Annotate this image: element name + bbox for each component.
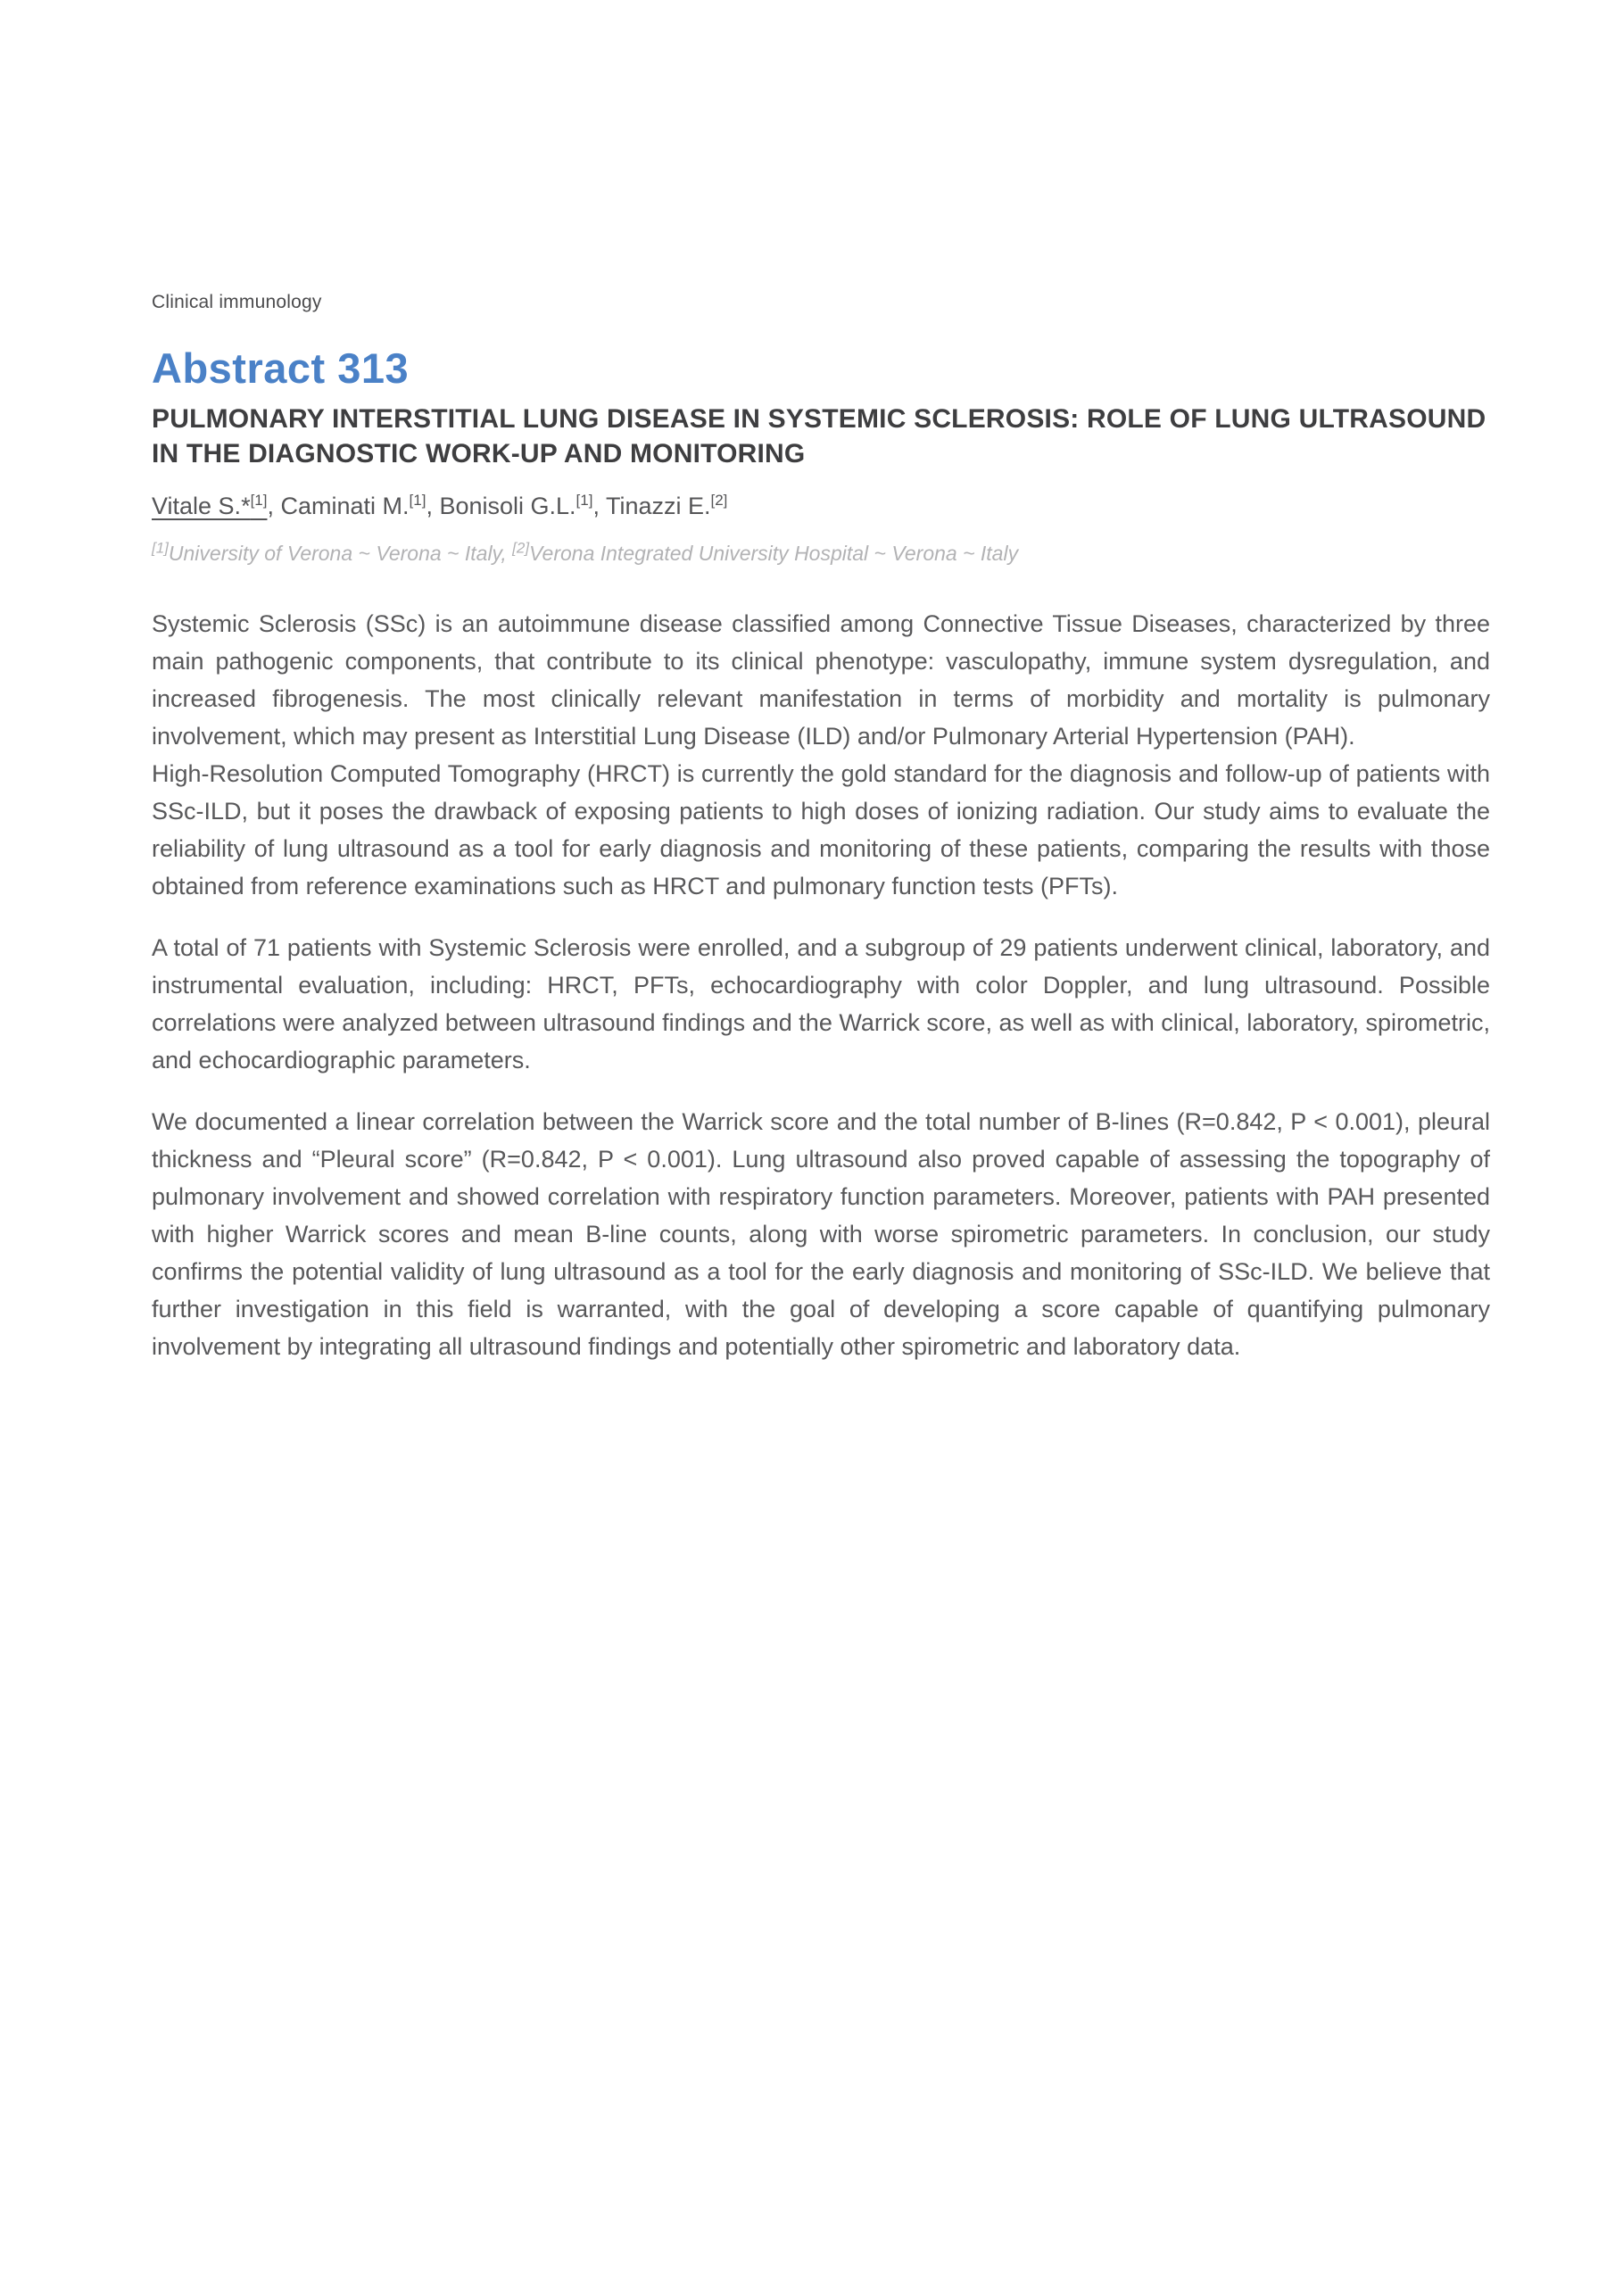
author-separator: , xyxy=(267,493,281,519)
affiliation-marker: [2] xyxy=(512,539,530,557)
paragraph-results-conclusion: We documented a linear correlation between the Warrick score and the total number of B-lines (R=0.842, P < 0.001), pleural thickness and “Pleural score” (R=0.842, P < 0.001). Lung ultrasound also proved capable of assessing the topography of pulmonary involvement and showed correlation with respiratory function parameters. Moreover, patients with PAH presented with higher Warrick scores and mean B-line counts, along with worse spirometric parameters. In conclusion, our study confirms the potential validity of lung ultrasound as a tool for the early diagnosis and monitoring of SSc-ILD. We believe that further investigation in this field is warranted, with the goal of developing a score capable of quantifying pulmonary involvement by integrating all ultrasound findings and potentially other spirometric and laboratory data. xyxy=(152,1108,1490,1360)
affiliation-marker: [1] xyxy=(152,539,169,557)
paragraph-background-1: Systemic Sclerosis (SSc) is an autoimmune disease classified among Connective Tissue Diseases, characterized by three main pathogenic components, that contribute to its clinical phenotype: vasculopathy, immune system dysregulation, and increased fibrogenesis. The most clinically relevant manifestation in terms of morbidity and mortality is pulmonary involvement, which may present as Interstitial Lung Disease (ILD) and/or Pulmonary Arterial Hypertension (PAH). xyxy=(152,610,1490,750)
paragraph-background-2: High-Resolution Computed Tomography (HRCT) is currently the gold standard for the diagnosis and follow-up of patients with SSc-ILD, but it poses the drawback of exposing patients to high doses of ionizing radiation. Our study aims to evaluate the reliability of lung ultrasound as a tool for early diagnosis and monitoring of these patients, comparing the results with those obtained from reference examinations such as HRCT and pulmonary function tests (PFTs). xyxy=(152,760,1490,899)
abstract-number: Abstract 313 xyxy=(152,344,410,392)
author-name: Tinazzi E.[2] xyxy=(605,492,728,519)
author-affiliation-marker: [1] xyxy=(250,492,268,509)
author-separator: , xyxy=(592,493,606,519)
abstract-body xyxy=(152,605,1490,1365)
abstract-page xyxy=(152,292,1490,1365)
abstract-title: PULMONARY INTERSTITIAL LUNG DISEASE IN SYSTEMIC SCLEROSIS: ROLE OF LUNG ULTRASOUND IN THE DIAGNOSTIC WORK-UP AND MONITORING xyxy=(152,404,1486,468)
category-label: Clinical immunology xyxy=(152,292,322,312)
author-separator: , xyxy=(426,493,440,519)
authors-line xyxy=(152,493,1490,520)
author-name: Bonisoli G.L.[1] xyxy=(439,492,593,519)
affiliations-line xyxy=(152,539,1490,566)
affiliation-item: [1]University of Verona ~ Verona ~ Italy, xyxy=(152,539,513,565)
author-name: Vitale S.*[1] xyxy=(152,492,268,519)
author-affiliation-marker: [2] xyxy=(710,492,728,509)
author-affiliation-marker: [1] xyxy=(576,492,593,509)
author-affiliation-marker: [1] xyxy=(409,492,426,509)
affiliation-item: [2]Verona Integrated University Hospital ~ Verona ~ Italy xyxy=(512,539,1019,565)
author-name: Caminati M.[1] xyxy=(280,492,426,519)
paragraph-methods: A total of 71 patients with Systemic Sclerosis were enrolled, and a subgroup of 29 patients underwent clinical, laboratory, and instrumental evaluation, including: HRCT, PFTs, echocardiography with color Doppler, and lung ultrasound. Possible correlations were analyzed between ultrasound findings and the Warrick score, as well as with clinical, laboratory, spirometric, and echocardiographic parameters. xyxy=(152,934,1490,1073)
